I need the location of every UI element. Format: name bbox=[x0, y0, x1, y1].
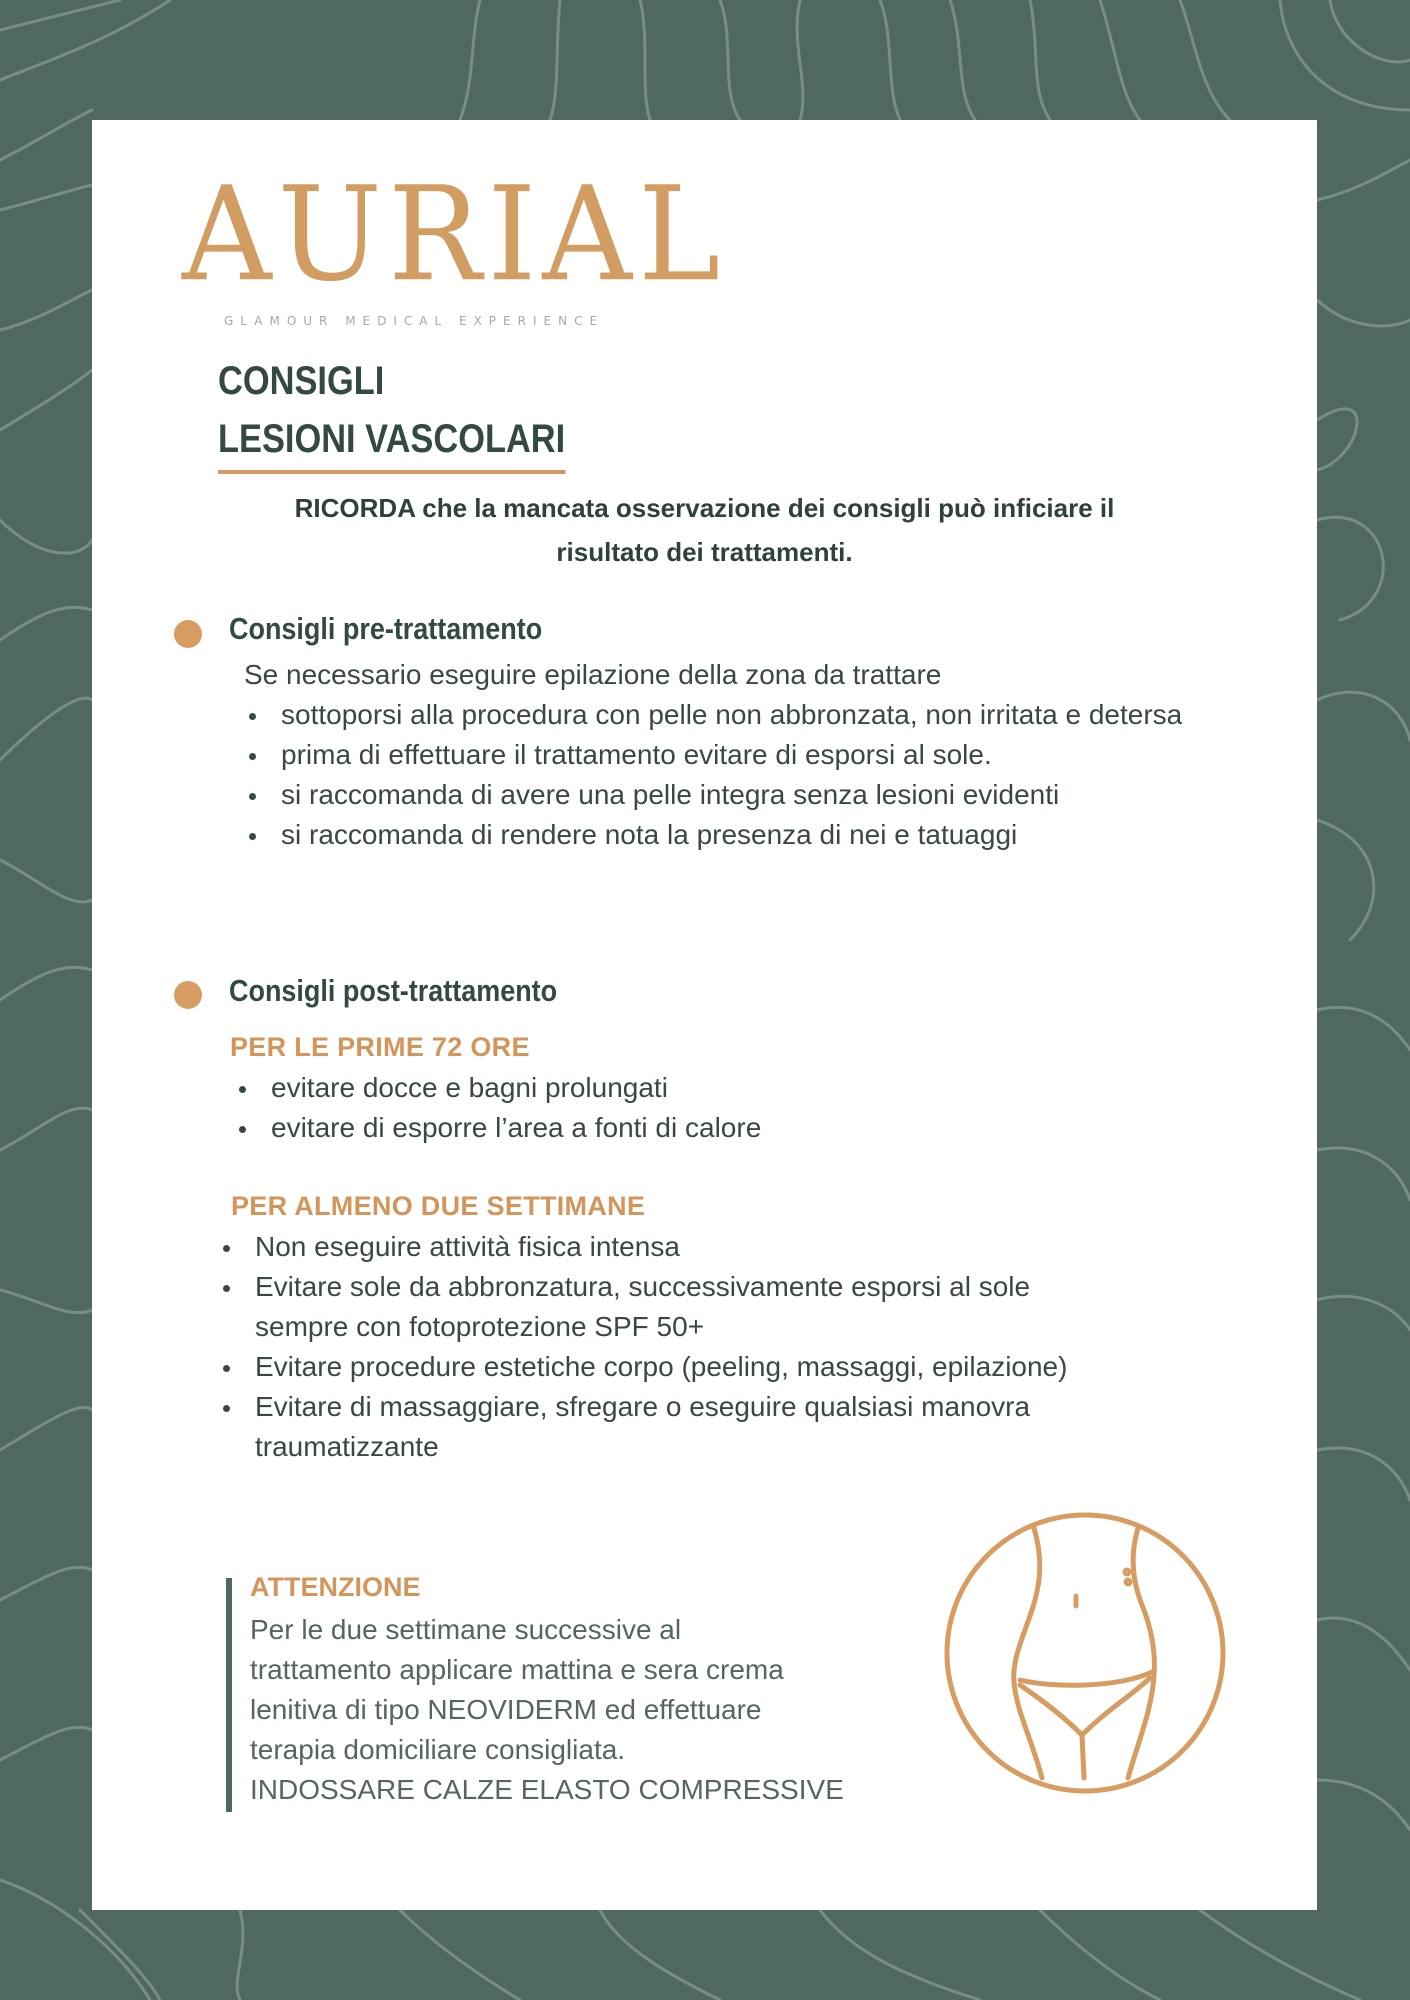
first-72h-list bbox=[234, 1068, 1234, 1148]
list-item: Evitare di massaggiare, sfregare o eseguire qualsiasi manovra traumatizzante bbox=[218, 1387, 1108, 1467]
two-weeks-list bbox=[218, 1227, 1108, 1467]
attention-line: trattamento applicare mattina e sera crema bbox=[250, 1654, 784, 1685]
body-silhouette-icon bbox=[942, 1510, 1228, 1796]
reminder-note: RICORDA che la mancata osservazione dei consigli può inficiare il risultato dei trattamenti. bbox=[294, 493, 1115, 567]
list-item: Non eseguire attività fisica intensa bbox=[218, 1227, 1108, 1267]
list-item: si raccomanda di avere una pelle integra senza lesioni evidenti bbox=[244, 775, 1254, 815]
bullet-dot-icon bbox=[174, 620, 202, 648]
list-item: prima di effettuare il trattamento evitare di esporsi al sole. bbox=[244, 735, 1254, 775]
attention-divider bbox=[226, 1578, 232, 1812]
attention-line: INDOSSARE CALZE ELASTO COMPRESSIVE bbox=[250, 1774, 844, 1805]
list-item: sottoporsi alla procedura con pelle non abbronzata, non irritata e detersa bbox=[244, 695, 1254, 735]
pre-treatment-intro: Se necessario eseguire epilazione della zona da trattare bbox=[244, 659, 942, 690]
brand-logo bbox=[182, 159, 727, 328]
pre-treatment-list bbox=[244, 695, 1254, 855]
list-item: Evitare procedure estetiche corpo (peeling, massaggi, epilazione) bbox=[218, 1347, 1108, 1387]
attention-line: terapia domiciliare consigliata. bbox=[250, 1734, 626, 1765]
title-line-1: CONSIGLI bbox=[218, 359, 385, 403]
pre-treatment-heading: Consigli pre-trattamento bbox=[229, 611, 543, 646]
logo-tagline: GLAMOUR MEDICAL EXPERIENCE bbox=[224, 314, 605, 328]
logo-wordmark: AURIAL bbox=[182, 159, 727, 311]
attention-text bbox=[250, 1610, 910, 1810]
list-item: evitare di esporre l’area a fonti di calore bbox=[234, 1108, 1234, 1148]
list-item: si raccomanda di rendere nota la presenza di nei e tatuaggi bbox=[244, 815, 1254, 855]
title-line-2: LESIONI VASCOLARI bbox=[218, 410, 565, 474]
list-item: Evitare sole da abbronzatura, successivamente esporsi al sole sempre con fotoprotezione SPF 50+ bbox=[218, 1267, 1108, 1347]
first-72h-label: PER LE PRIME 72 ORE bbox=[230, 1032, 530, 1062]
post-treatment-heading: Consigli post-trattamento bbox=[229, 973, 558, 1008]
attention-heading: ATTENZIONE bbox=[250, 1572, 421, 1602]
content-card bbox=[92, 120, 1317, 1910]
page-title bbox=[218, 352, 622, 474]
two-weeks-label: PER ALMENO DUE SETTIMANE bbox=[231, 1191, 646, 1221]
attention-line: lenitiva di tipo NEOVIDERM ed effettuare bbox=[250, 1694, 762, 1725]
list-item: evitare docce e bagni prolungati bbox=[234, 1068, 1234, 1108]
bullet-dot-icon bbox=[174, 981, 202, 1009]
attention-line: Per le due settimane successive al bbox=[250, 1614, 682, 1645]
